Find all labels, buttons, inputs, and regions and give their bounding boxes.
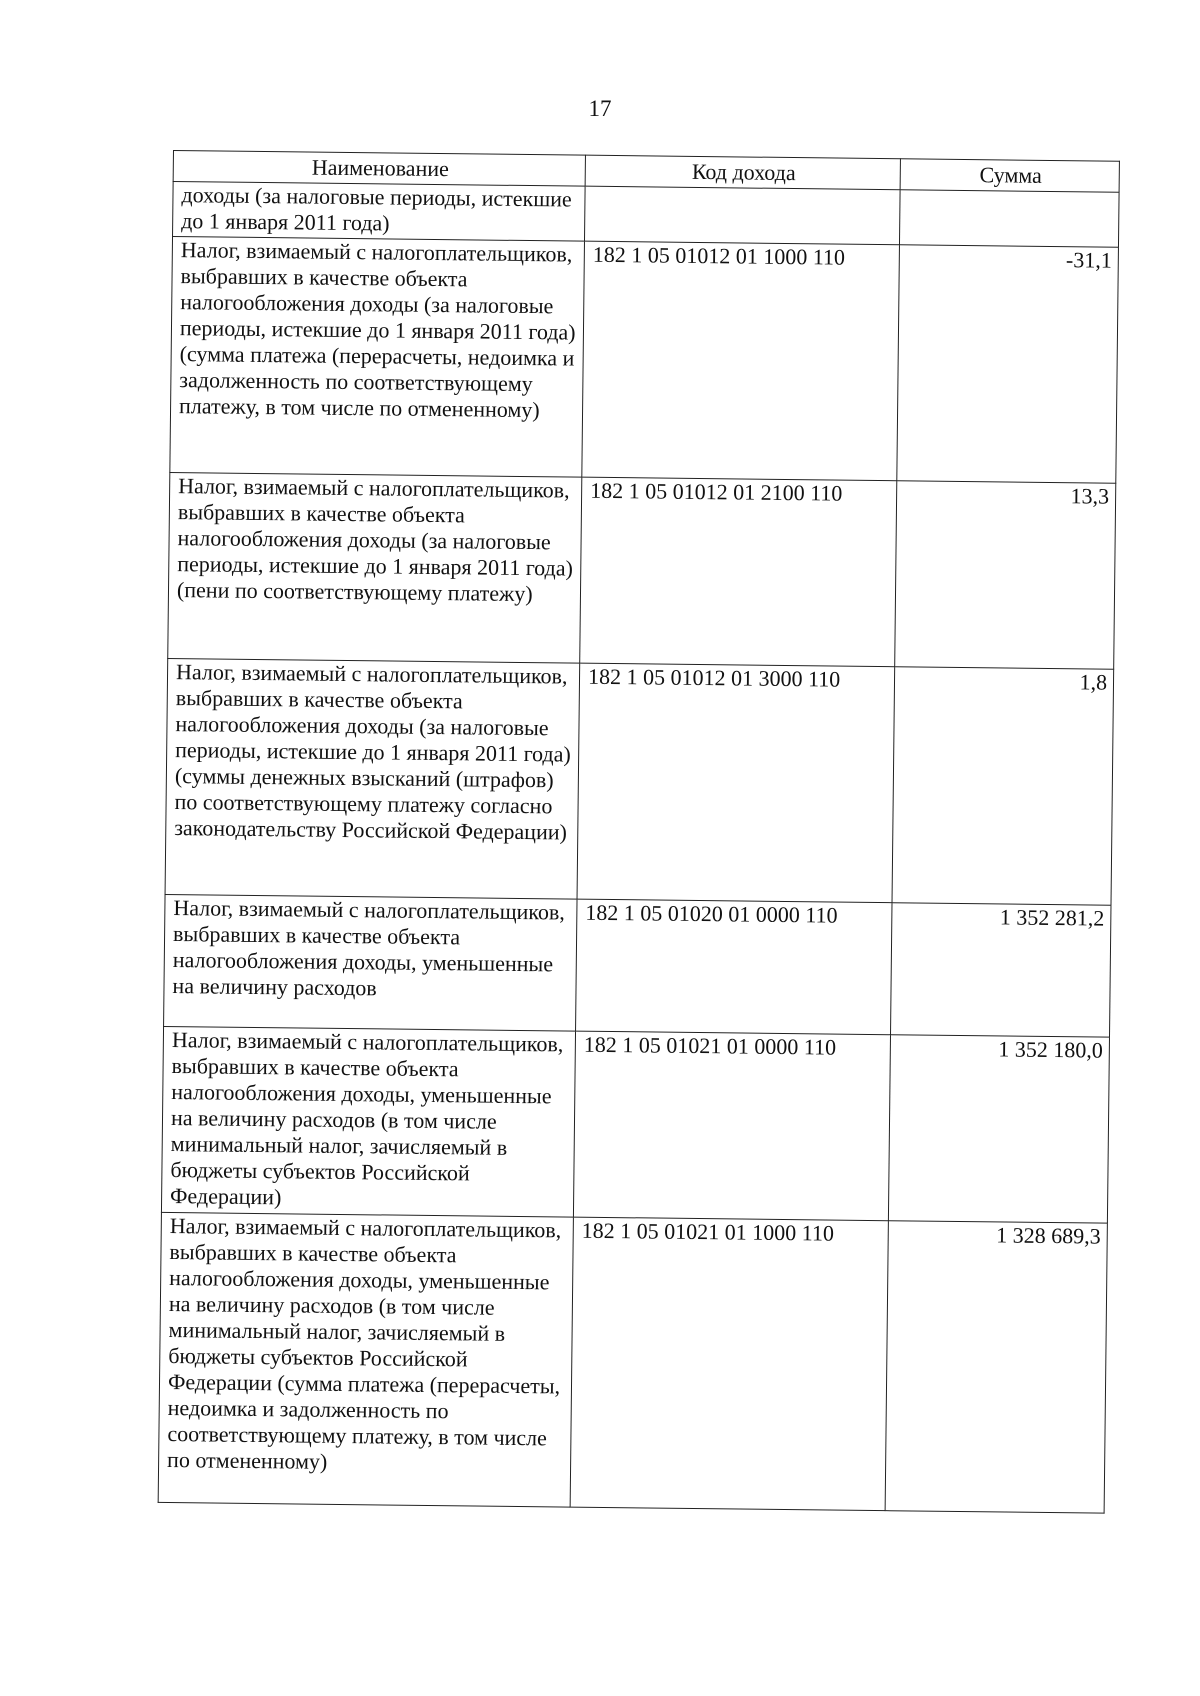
table-row	[158, 1212, 1107, 1513]
row-name: Налог, взимаемый с налогоплательщиков, выбравших в качестве объекта налогообложения доходы (за налоговые периоды, истекшие до 1 января 2011 года) (суммы денежных взысканий (штрафов) по соответствующему платежу согласно законодательству Российской Федерации)	[165, 658, 580, 899]
table-row	[161, 1026, 1109, 1223]
table-row	[168, 472, 1116, 669]
row-name: Налог, взимаемый с налогоплательщиков, выбравших в качестве объекта налогообложения доходы, уменьшенные на величину расходов (в том числе минимальный налог, зачисляемый в бюджеты субъектов Российской Федерации (сумма платежа (перерасчеты, недоимка и задолженность по соответствующему платежу, в том числе по отмененному)	[158, 1212, 573, 1507]
row-code: 182 1 05 01012 01 3000 110	[577, 663, 895, 903]
row-code: 182 1 05 01012 01 2100 110	[580, 477, 897, 667]
revenue-table	[158, 150, 1120, 1514]
row-name: Налог, взимаемый с налогоплательщиков, выбравших в качестве объекта налогообложения доходы (за налоговые периоды, истекшие до 1 января 2011 года) (пени по соответствующему платежу)	[168, 472, 582, 663]
row-name: Налог, взимаемый с налогоплательщиков, выбравших в качестве объекта налогообложения доходы (за налоговые периоды, истекшие до 1 января 2011 года) (сумма платежа (перерасчеты, недоимка и задолженность по соответствующему платежу, в том числе по отмененному)	[170, 237, 585, 478]
row-code: 182 1 05 01020 01 0000 110	[576, 899, 892, 1035]
page-number: 17	[588, 96, 612, 121]
row-sum: 1 328 689,3	[885, 1221, 1107, 1513]
row-code: 182 1 05 01012 01 1000 110	[582, 241, 900, 481]
row-sum: 1 352 281,2	[891, 903, 1111, 1037]
row-code: 182 1 05 01021 01 0000 110	[573, 1031, 890, 1221]
header-code: Код дохода	[585, 155, 900, 190]
header-name: Наименование	[173, 151, 585, 187]
row-sum: 13,3	[895, 481, 1116, 669]
table-row	[164, 894, 1111, 1037]
header-sum: Сумма	[900, 159, 1119, 192]
row-sum: 1 352 180,0	[888, 1035, 1109, 1223]
row-code: 182 1 05 01021 01 1000 110	[570, 1217, 888, 1511]
table-row	[165, 658, 1114, 905]
table-row	[170, 237, 1119, 484]
row-sum: 1,8	[892, 667, 1114, 905]
row-code	[584, 186, 900, 245]
row-name: Налог, взимаемый с налогоплательщиков, выбравших в качестве объекта налогообложения доходы, уменьшенные на величину расходов (в том числе минимальный налог, зачисляемый в бюджеты субъектов Российской Федерации)	[161, 1026, 575, 1217]
row-sum: -31,1	[897, 245, 1119, 483]
row-sum	[899, 190, 1119, 247]
row-name: Налог, взимаемый с налогоплательщиков, выбравших в качестве объекта налогообложения доходы, уменьшенные на величину расходов	[164, 894, 577, 1031]
row-name: доходы (за налоговые периоды, истекшие до 1 января 2011 года)	[173, 182, 586, 242]
